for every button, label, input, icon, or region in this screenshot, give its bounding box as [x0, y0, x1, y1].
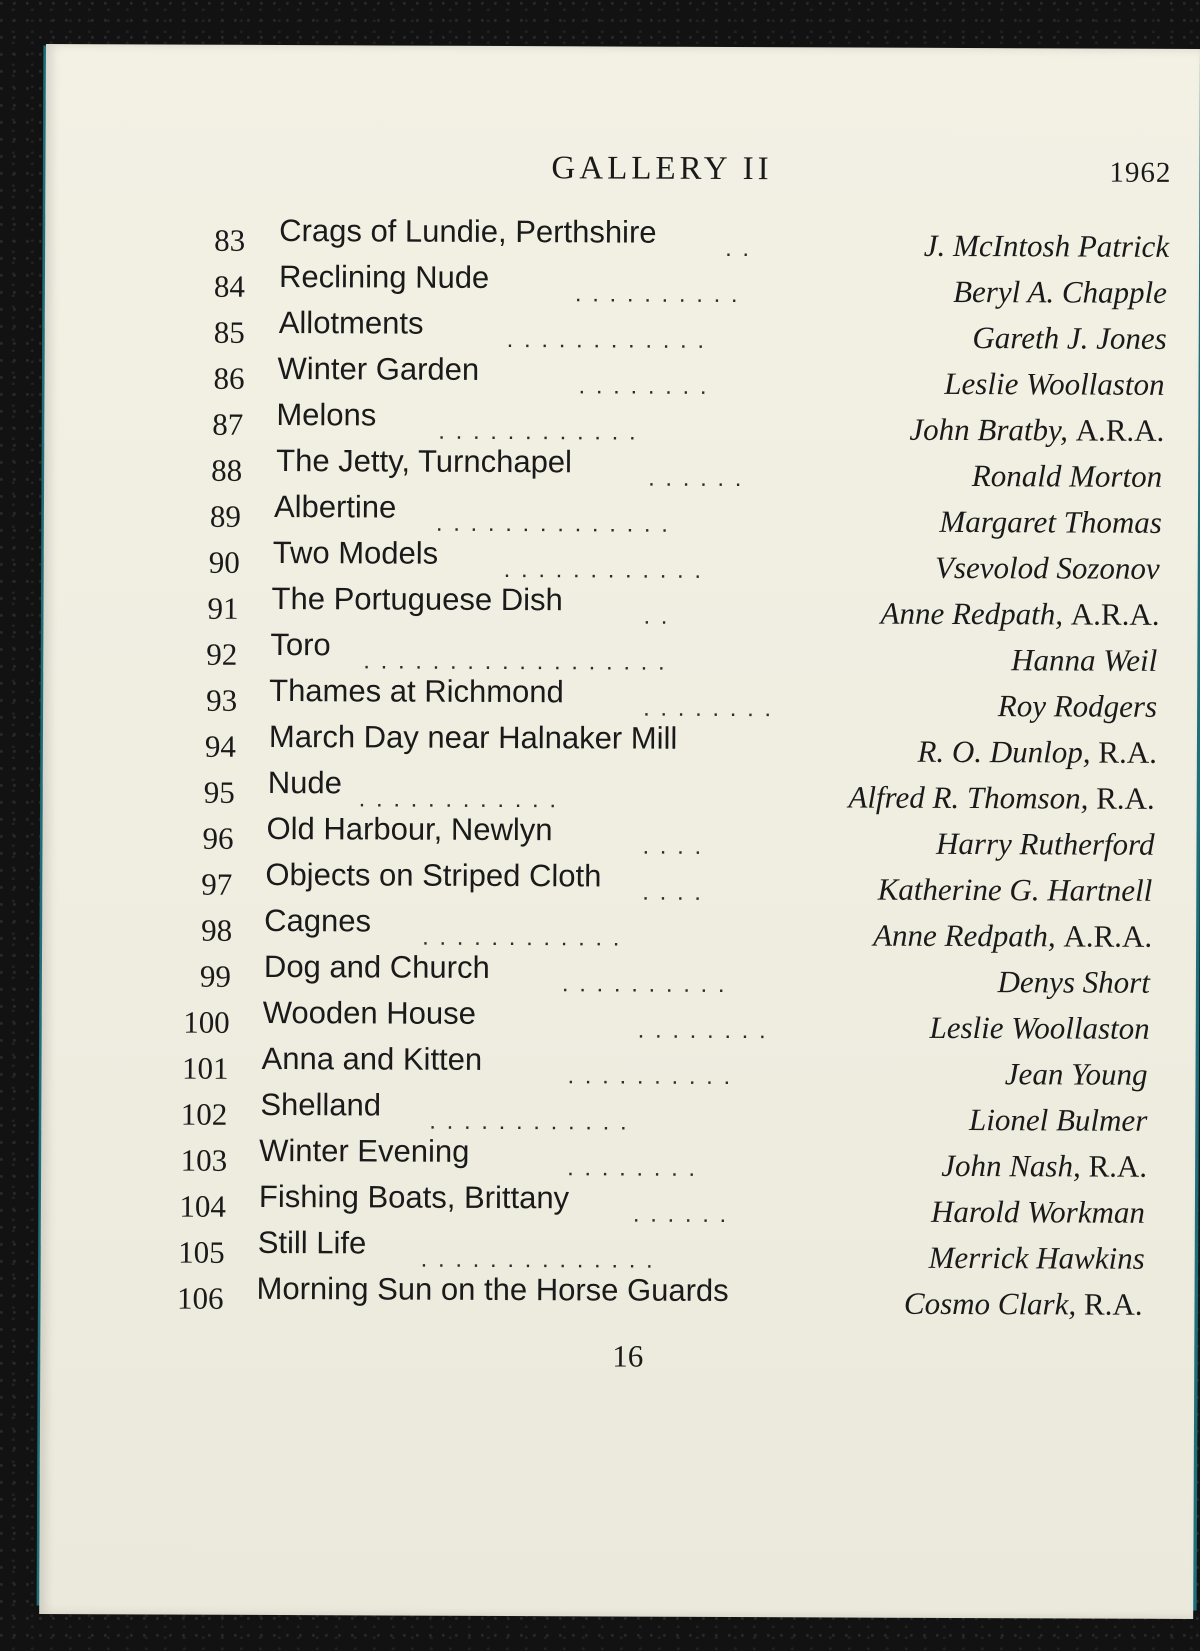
artist-name: Cosmo Clark, — [903, 1285, 1077, 1322]
running-head — [45, 148, 1199, 193]
leader-dots: . . — [643, 602, 670, 630]
leader-dots: . . . . . . . . . . . . . . — [435, 509, 671, 538]
entry-artist — [935, 550, 1160, 587]
entry-number: 92 — [206, 636, 238, 672]
leader-dots: . . . . . . . . . . — [574, 280, 740, 309]
entry-list — [45, 212, 1199, 1322]
artist-name: Leslie Woollaston — [929, 1009, 1150, 1046]
leader-dots: . . . . . . . . . . — [567, 1062, 733, 1091]
entry-artist — [917, 734, 1157, 771]
catalogue-page — [39, 44, 1200, 1619]
entry-title: Thames at Richmond — [269, 672, 564, 710]
artist-name: Harry Rutherford — [936, 825, 1155, 862]
entry-title: Wooden House — [262, 994, 476, 1031]
entry-artist — [972, 458, 1162, 495]
catalogue-entry — [41, 1178, 1195, 1231]
entry-title: Still Life — [257, 1224, 367, 1261]
leader-dots: . . . . . . . . . . . . — [358, 785, 559, 814]
entry-title: Winter Evening — [259, 1132, 470, 1169]
entry-artist — [953, 274, 1167, 311]
entry-title: Reclining Nude — [278, 259, 490, 295]
catalogue-entry — [44, 350, 1198, 403]
entry-artist — [969, 1102, 1147, 1139]
entry-artist — [972, 320, 1166, 357]
entry-number: 101 — [181, 1050, 229, 1086]
catalogue-entry — [45, 212, 1199, 265]
catalogue-entry — [44, 442, 1198, 495]
entry-title: Nude — [267, 764, 342, 801]
entry-artist — [909, 412, 1164, 449]
gallery-title: GALLERY II — [551, 150, 773, 188]
entry-number: 90 — [208, 544, 240, 580]
leader-dots: . . . . . . . . — [567, 1154, 698, 1182]
entry-number: 85 — [213, 314, 245, 350]
entry-number: 88 — [211, 452, 243, 488]
leader-dots: . . . . . . . . — [578, 372, 709, 400]
entry-number: 99 — [199, 958, 232, 994]
artist-name: Leslie Woollaston — [944, 365, 1165, 402]
catalogue-entry — [43, 626, 1197, 679]
entry-artist — [904, 1286, 1143, 1323]
entry-title: Toro — [270, 626, 331, 663]
entry-number: 95 — [203, 774, 235, 810]
entry-number: 96 — [202, 820, 234, 856]
catalogue-entry — [42, 856, 1196, 909]
leader-dots: . . . . — [642, 878, 704, 906]
catalogue-entry — [44, 488, 1198, 541]
artist-name: Merrick Hawkins — [928, 1239, 1145, 1276]
entry-title: Crags of Lundie, Perthshire — [279, 213, 657, 250]
catalogue-entry — [42, 810, 1196, 863]
entry-artist — [929, 1010, 1149, 1047]
leader-dots: . . . . . . . . . . — [561, 970, 727, 998]
entry-number: 97 — [201, 866, 233, 902]
artist-name: Harold Workman — [930, 1193, 1145, 1230]
entry-title: March Day near Halnaker Mill — [268, 718, 678, 756]
entry-artist — [998, 688, 1157, 725]
entry-artist — [939, 504, 1162, 541]
catalogue-entry — [44, 396, 1198, 449]
catalogue-entry — [41, 1040, 1195, 1093]
leader-dots: . . . . . . . . . . . . — [503, 556, 704, 584]
artist-name: Gareth J. Jones — [972, 320, 1167, 356]
leader-dots: . . — [725, 234, 752, 263]
artist-name: John Nash, — [941, 1147, 1081, 1184]
entry-title: Melons — [276, 397, 377, 433]
entry-number: 83 — [214, 222, 246, 258]
entry-number: 87 — [212, 406, 244, 442]
entry-number: 100 — [183, 1004, 230, 1040]
leader-dots: . . . . . . . . . . . . . . — [420, 1245, 655, 1274]
entry-title: Allotments — [278, 305, 424, 341]
entry-artist — [873, 918, 1152, 955]
artist-name: Alfred R. Thomson, — [848, 779, 1089, 816]
entry-artist — [997, 964, 1150, 1001]
entry-title: Cagnes — [264, 902, 372, 939]
artist-name: Margaret Thomas — [939, 503, 1162, 540]
leader-dots: . . . . . . . . — [637, 1016, 768, 1045]
entry-artist — [924, 228, 1169, 265]
entry-number: 102 — [180, 1096, 228, 1132]
artist-name: Hanna Weil — [1011, 642, 1158, 678]
entry-artist — [936, 826, 1155, 863]
entry-artist — [848, 780, 1154, 817]
catalogue-entry — [43, 764, 1197, 817]
entry-title: Shelland — [260, 1086, 382, 1123]
entry-number: 104 — [179, 1188, 227, 1224]
entry-artist — [931, 1194, 1145, 1231]
artist-honours: A.R.A. — [1063, 918, 1153, 954]
entry-number: 103 — [180, 1142, 228, 1178]
artist-name: Ronald Morton — [971, 458, 1163, 494]
leader-dots: . . . . . . . . . . . . . . . . . . — [363, 647, 667, 676]
catalogue-entry — [43, 718, 1197, 771]
entry-number: 86 — [213, 360, 245, 396]
artist-name: J. McIntosh Patrick — [923, 227, 1170, 264]
catalogue-entry — [43, 672, 1197, 725]
artist-honours: R.A. — [1088, 1148, 1148, 1184]
catalogue-entry — [42, 948, 1196, 1001]
catalogue-entry — [40, 1270, 1194, 1323]
entry-title: Dog and Church — [263, 948, 490, 985]
entry-title: Objects on Striped Cloth — [265, 856, 602, 894]
entry-artist — [1005, 1056, 1148, 1093]
entry-title: Winter Garden — [277, 351, 480, 387]
artist-honours: A.R.A. — [1075, 412, 1165, 448]
entry-number: 106 — [176, 1280, 224, 1316]
entry-artist — [880, 596, 1159, 633]
entry-number: 94 — [204, 728, 237, 764]
artist-name: Beryl A. Chapple — [953, 273, 1168, 310]
entry-artist — [944, 366, 1164, 403]
catalogue-entry — [41, 1086, 1195, 1139]
entry-number: 89 — [209, 498, 242, 534]
artist-name: Katherine G. Hartnell — [877, 871, 1153, 908]
artist-name: Jean Young — [1004, 1056, 1148, 1092]
catalogue-entry — [41, 1132, 1195, 1185]
entry-title: Albertine — [273, 488, 397, 525]
leader-dots: . . . . — [642, 832, 704, 860]
entry-artist — [878, 872, 1153, 909]
artist-honours: R.A. — [1083, 1286, 1143, 1322]
page-number: 16 — [612, 1338, 644, 1374]
entry-number: 93 — [206, 682, 238, 718]
artist-name: Lionel Bulmer — [968, 1102, 1148, 1138]
catalogue-entry — [41, 1224, 1195, 1277]
entry-number: 98 — [201, 912, 233, 948]
leader-dots: . . . . . . — [648, 464, 744, 493]
artist-honours: R.A. — [1098, 734, 1157, 770]
entry-number: 84 — [213, 268, 246, 304]
entry-title: Anna and Kitten — [261, 1040, 483, 1077]
leader-dots: . . . . . . . . — [643, 694, 774, 723]
catalogue-entry — [43, 580, 1197, 633]
catalogue-entry — [44, 534, 1198, 587]
artist-name: Anne Redpath, — [880, 595, 1064, 632]
artist-name: Anne Redpath, — [873, 917, 1056, 954]
entry-title: Fishing Boats, Brittany — [258, 1178, 570, 1216]
entry-title: Morning Sun on the Horse Guards — [256, 1270, 729, 1308]
entry-title: The Portuguese Dish — [271, 580, 563, 618]
entry-title: The Jetty, Turnchapel — [276, 443, 573, 480]
artist-honours: R.A. — [1096, 780, 1155, 816]
leader-dots: . . . . . . . . . . . . — [506, 326, 707, 354]
entry-number: 91 — [207, 590, 239, 626]
catalogue-entry — [42, 994, 1196, 1047]
entry-artist — [929, 1240, 1145, 1277]
catalogue-entry — [45, 258, 1199, 311]
entry-title: Old Harbour, Newlyn — [266, 810, 553, 848]
entry-artist — [1011, 642, 1157, 679]
artist-name: Denys Short — [997, 964, 1150, 1000]
artist-name: Vsevolod Sozonov — [934, 549, 1160, 586]
entry-title: Two Models — [272, 534, 439, 571]
catalogue-entry — [42, 902, 1196, 955]
leader-dots: . . . . . . . . . . . . — [429, 1107, 629, 1136]
year-label: 1962 — [1109, 156, 1172, 189]
artist-honours: A.R.A. — [1070, 596, 1160, 632]
leader-dots: . . . . . . — [632, 1200, 729, 1228]
catalogue-entry — [45, 304, 1199, 357]
artist-name: Roy Rodgers — [997, 688, 1158, 724]
entry-number: 105 — [178, 1234, 225, 1270]
artist-name: John Bratby, — [909, 411, 1068, 448]
leader-dots: . . . . . . . . . . . . — [438, 417, 638, 446]
artist-name: R. O. Dunlop, — [917, 733, 1091, 770]
entry-artist — [941, 1148, 1147, 1185]
leader-dots: . . . . . . . . . . . . — [422, 923, 622, 952]
